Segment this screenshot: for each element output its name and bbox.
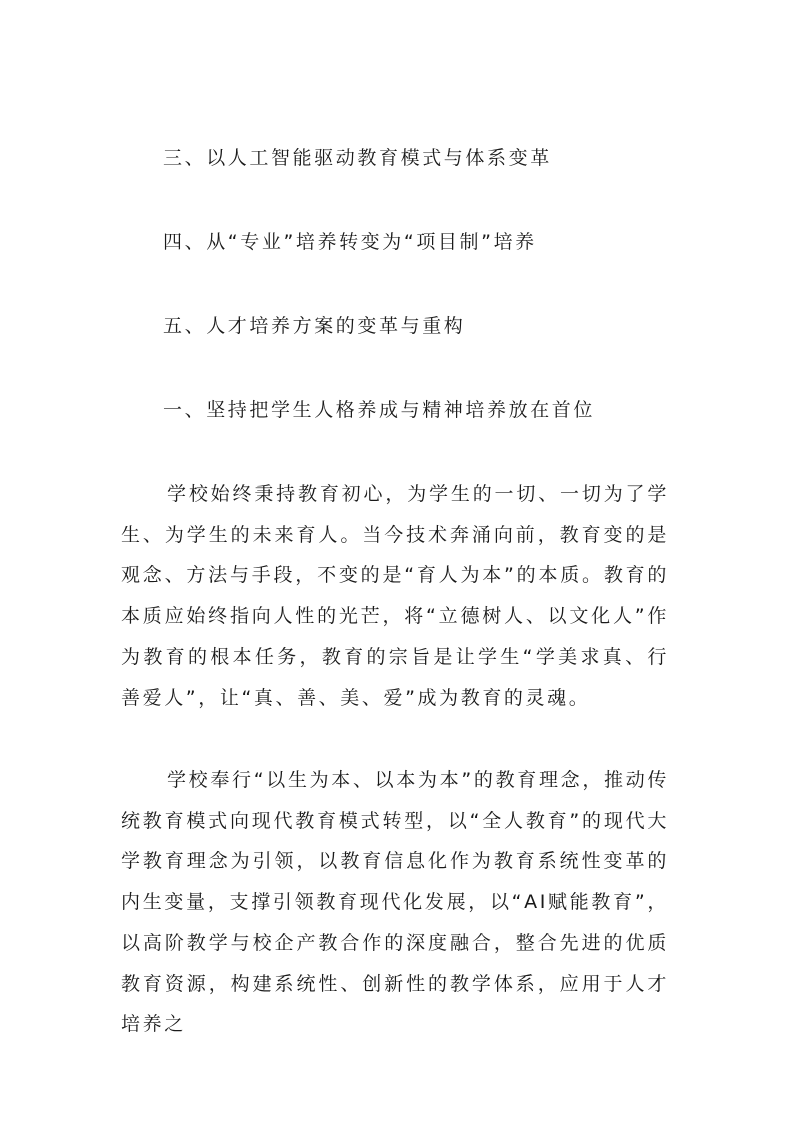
body-paragraph-2: 学校奉行“以生为本、以本为本”的教育理念，推动传统教育模式向现代教育模式转型，以“全人教育”的现代大学教育理念为引领，以教育信息化作为教育系统性变革的内生变量，支撑引领教育现代化发展，以“AI赋能教育”，以高阶教学与校企产教合作的深度融合，整合先进的优质教育资源，构建系统性、创新性的教学体系，应用于人才培养之: [121, 769, 669, 1036]
heading-section-1: 一、坚持把学生人格养成与精神培养放在首位: [163, 399, 596, 421]
heading-section-5: 五、人才培养方案的变革与重构: [163, 315, 466, 337]
heading-section-3: 三、以人工智能驱动教育模式与体系变革: [163, 147, 552, 169]
body-paragraph-1: 学校始终秉持教育初心，为学生的一切、一切为了学生、为学生的未来育人。当今技术奔涌向前，教育变的是观念、方法与手段，不变的是“育人为本”的本质。教育的本质应始终指向人性的光芒，将“立德树人、以文化人”作为教育的根本任务，教育的宗旨是让学生“学美求真、行善爱人”，让“真、善、美、爱”成为教育的灵魂。: [121, 483, 669, 709]
heading-section-4: 四、从“专业”培养转变为“项目制”培养: [163, 231, 537, 253]
